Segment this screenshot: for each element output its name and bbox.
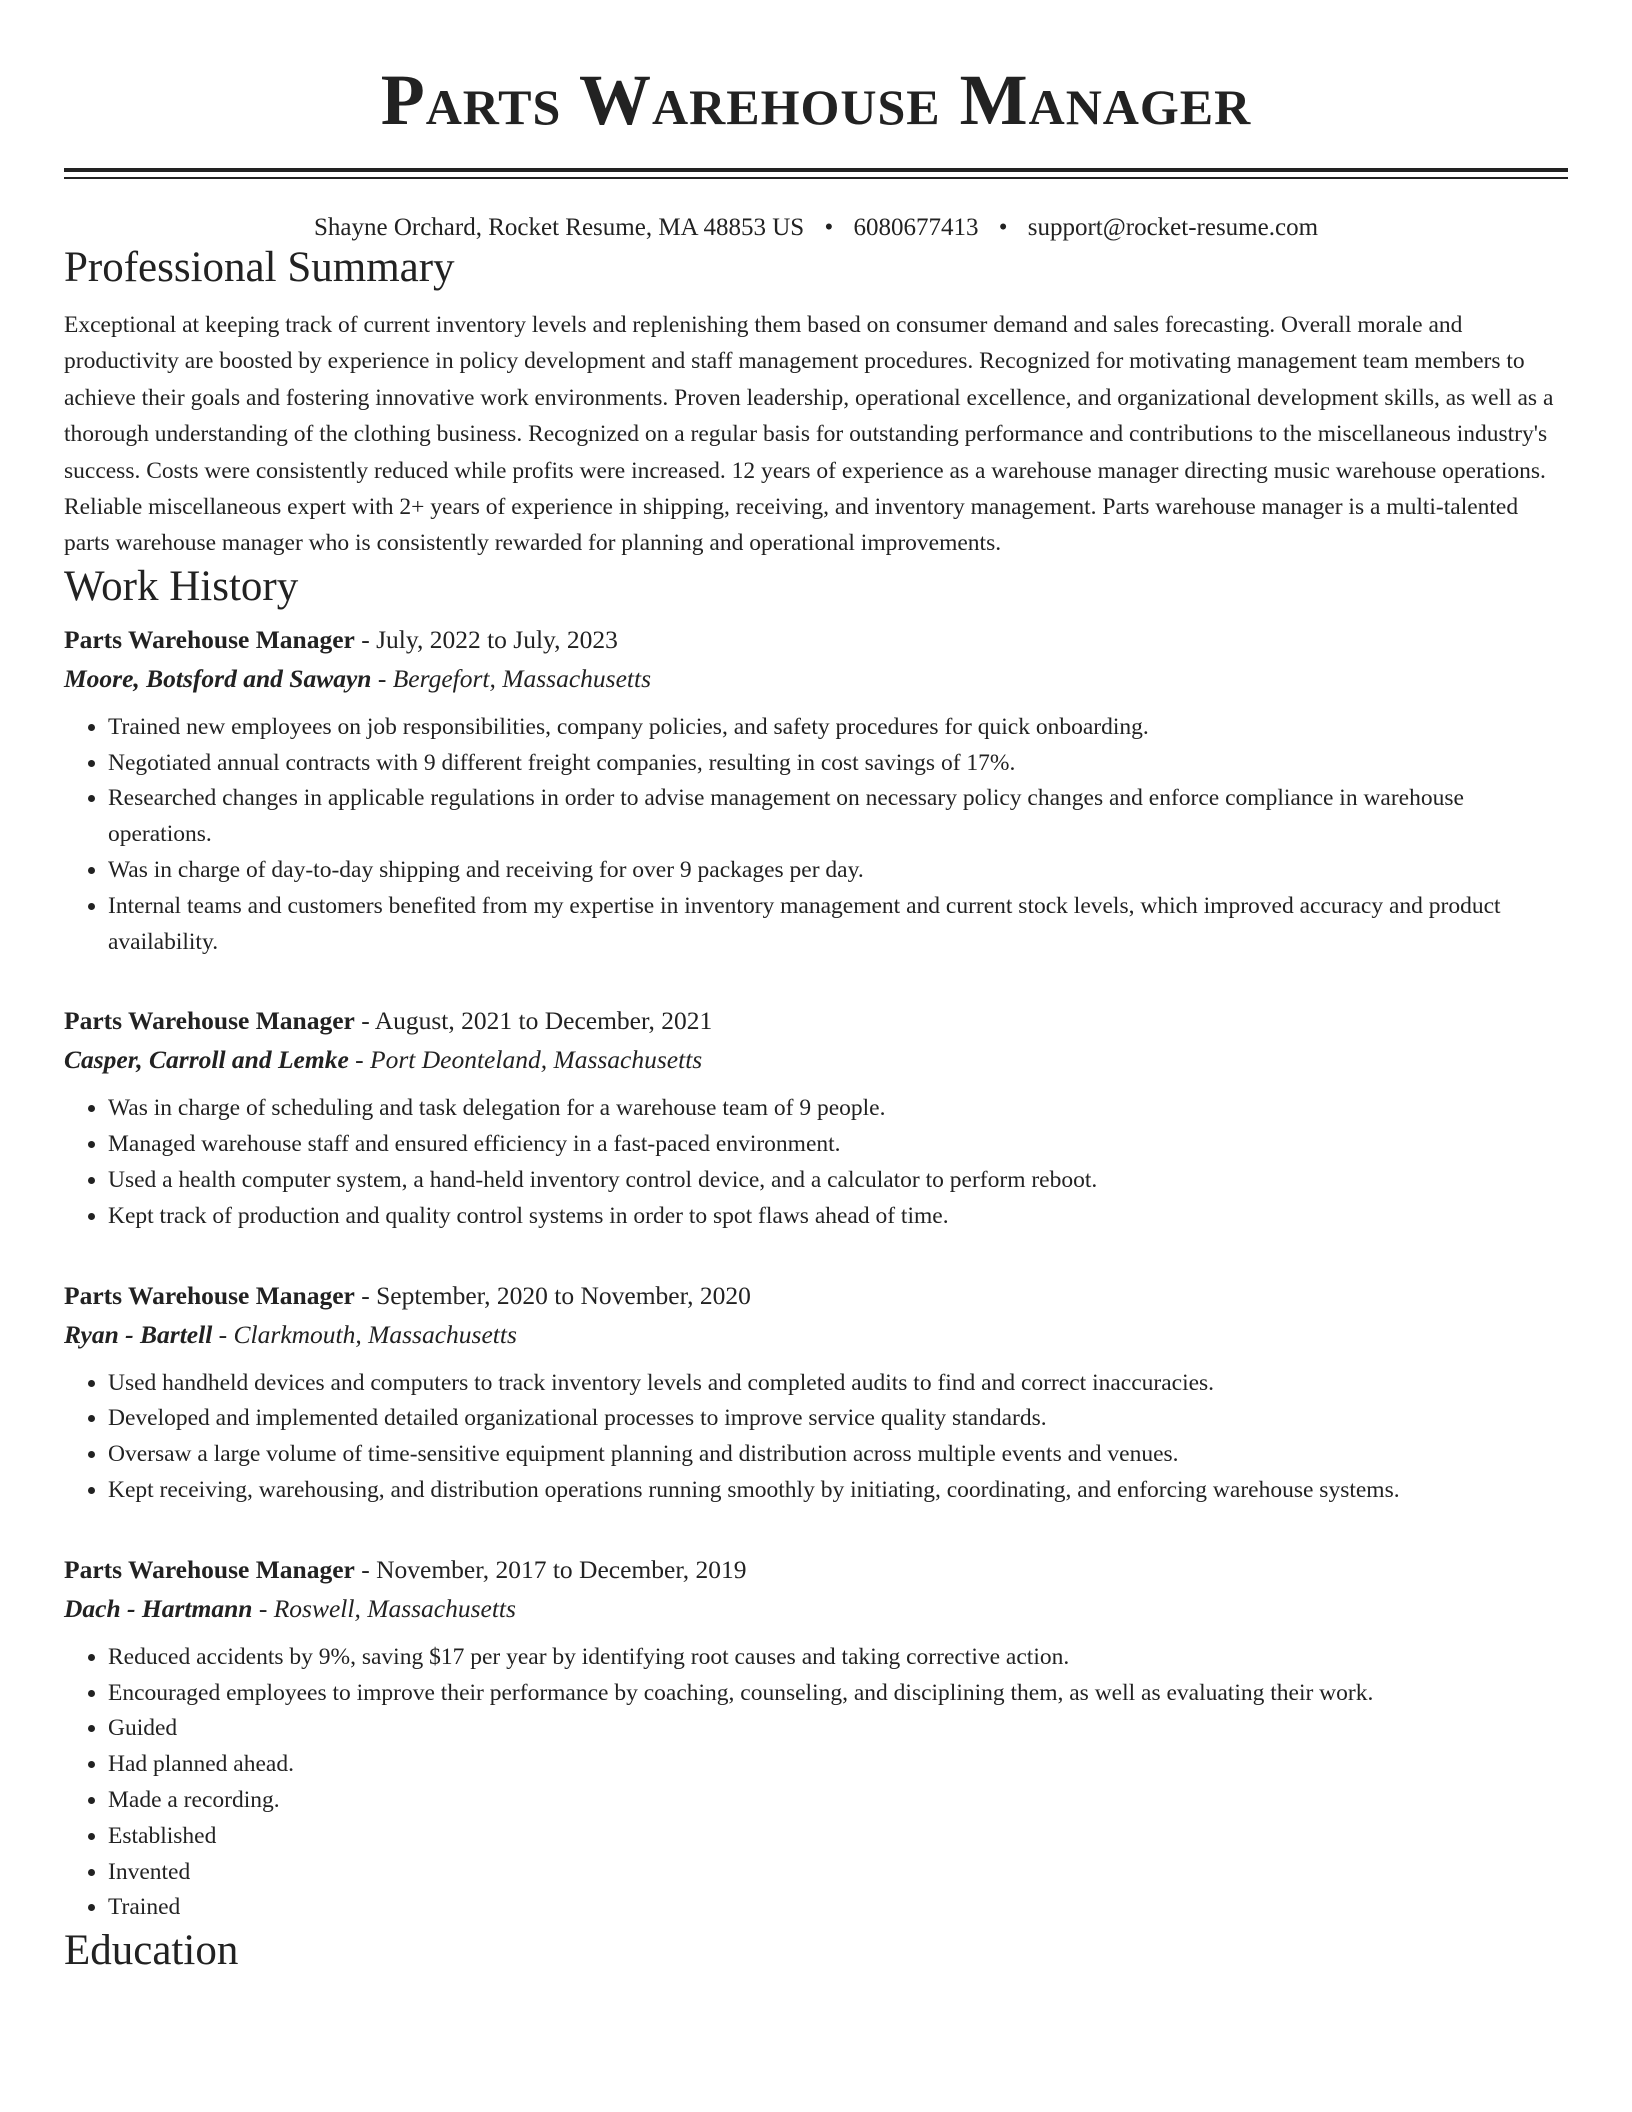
job-bullet: • Internal teams and customers benefited from my expertise in inventory management and current stock levels, which improved accuracy and product availability. (108, 889, 1568, 961)
contact-line (64, 213, 1568, 243)
job-location: Bergefort, Massachusetts (392, 663, 652, 693)
job-location: Clarkmouth, Massachusetts (233, 1319, 517, 1349)
contact-email: support@rocket-resume.com (1027, 214, 1319, 241)
job-title-line (64, 1276, 1568, 1316)
job-bullet: • Kept receiving, warehousing, and distribution operations running smoothly by initiating, coordinating, and enforcing warehouse systems. (108, 1473, 1568, 1509)
job-title-line (64, 1550, 1568, 1590)
job-bullet: • Established (108, 1819, 1568, 1855)
spacer (64, 1235, 1568, 1268)
job-bullet: • Developed and implemented detailed organizational processes to improve service quality standards. (108, 1401, 1568, 1437)
work-history-heading: Work History (64, 562, 299, 610)
job-bullet: • Trained (108, 1890, 1568, 1926)
job-company-line (64, 1316, 1568, 1354)
job-dash: - (354, 1554, 377, 1584)
job-bullet: • Guided (108, 1711, 1568, 1747)
summary-heading: Professional Summary (64, 244, 455, 291)
job-bullet: • Was in charge of day-to-day shipping and receiving for over 9 packages per day. (108, 853, 1568, 889)
contact-separator: • (998, 214, 1008, 241)
contact-address: Shayne Orchard, Rocket Resume, MA 48853 US (313, 214, 805, 241)
education-heading: Education (64, 1927, 239, 1975)
job-bullets (64, 710, 1568, 961)
spacer (64, 960, 1568, 993)
job-location: Roswell, Massachusetts (273, 1593, 516, 1623)
job-entry (64, 1276, 1568, 1509)
job-title-line (64, 620, 1568, 660)
contact-separator: • (824, 214, 834, 241)
job-bullets (64, 1640, 1568, 1926)
job-bullet: • Made a recording. (108, 1783, 1568, 1819)
job-company: Moore, Botsford and Sawayn (64, 663, 372, 693)
job-company: Casper, Carroll and Lemke (64, 1045, 349, 1075)
summary-text: Exceptional at keeping track of current inventory levels and replenishing them based on consumer demand and sales forecasting. Overall morale and productivity are boosted by experience in policy development and staff management procedures. Recognized for motivating management team members to achieve their goals and fostering innovative work environments. Proven leadership, operational excellence, and organizational development skills, as well as a thorough understanding of the clothing business. Recognized on a regular basis for outstanding performance and contributions to the miscellaneous industry's success. Costs were consistently reduced while profits were increased. 12 years of experience as a warehouse manager directing music warehouse operations. Reliable miscellaneous expert with 2+ years of experience in shipping, receiving, and inventory management. Parts warehouse manager is a multi-talented parts warehouse manager who is consistently rewarded for planning and operational improvements. (64, 312, 1554, 557)
job-dash: - (348, 1045, 371, 1075)
job-bullet: • Managed warehouse staff and ensured efficiency in a fast-paced environment. (108, 1127, 1568, 1163)
job-bullet: • Was in charge of scheduling and task delegation for a warehouse team of 9 people. (108, 1091, 1568, 1127)
job-entry (64, 1550, 1568, 1926)
job-dates: September, 2020 to November, 2020 (376, 1280, 751, 1310)
job-bullet: • Had planned ahead. (108, 1747, 1568, 1783)
job-company: Dach - Hartmann (64, 1593, 253, 1623)
job-dash: - (354, 1280, 377, 1310)
job-bullet: • Oversaw a large volume of time-sensitive equipment planning and distribution across multiple events and venues. (108, 1437, 1568, 1473)
job-company-line (64, 1590, 1568, 1628)
job-dash: - (212, 1319, 234, 1349)
job-entry (64, 1001, 1568, 1234)
job-title: Parts Warehouse Manager (64, 1280, 355, 1310)
job-dates: November, 2017 to December, 2019 (376, 1554, 747, 1584)
title-divider-thick (64, 168, 1568, 172)
job-title: Parts Warehouse Manager (64, 624, 355, 654)
job-title-line (64, 1001, 1568, 1041)
job-entry (64, 620, 1568, 961)
job-bullet: • Used a health computer system, a hand-held inventory control device, and a calculator to perform reboot. (108, 1163, 1568, 1199)
job-bullet: • Researched changes in applicable regulations in order to advise management on necessary policy changes and enforce compliance in warehouse operations. (108, 781, 1568, 853)
job-bullet: • Reduced accidents by 9%, saving $17 per year by identifying root causes and taking corrective action. (108, 1640, 1568, 1676)
job-dates: July, 2022 to July, 2023 (376, 624, 618, 654)
job-company: Ryan - Bartell (64, 1319, 213, 1349)
job-dates: August, 2021 to December, 2021 (374, 1006, 713, 1036)
spacer (64, 1509, 1568, 1542)
job-bullet: • Invented (108, 1855, 1568, 1891)
job-bullets (64, 1091, 1568, 1234)
job-bullet: • Encouraged employees to improve their performance by coaching, counseling, and disciplining them, as well as evaluating their work. (108, 1676, 1568, 1712)
job-bullet: • Trained new employees on job responsibilities, company policies, and safety procedures for quick onboarding. (108, 710, 1568, 746)
job-company-line (64, 660, 1568, 698)
title-divider-thin (64, 177, 1568, 179)
job-title: Parts Warehouse Manager (64, 1006, 355, 1036)
resume-title: Parts Warehouse Manager (380, 60, 1252, 140)
job-dash: - (354, 624, 377, 654)
job-company-line (64, 1041, 1568, 1079)
contact-phone: 6080677413 (853, 214, 979, 241)
job-bullet: • Negotiated annual contracts with 9 different freight companies, resulting in cost savings of 17%. (108, 746, 1568, 782)
job-dash: - (371, 663, 393, 693)
job-dash: - (252, 1593, 274, 1623)
job-dash: - (354, 1006, 375, 1036)
job-bullets (64, 1366, 1568, 1509)
job-title: Parts Warehouse Manager (64, 1554, 355, 1584)
job-bullet: • Kept track of production and quality control systems in order to spot flaws ahead of time. (108, 1199, 1568, 1235)
job-location: Port Deonteland, Massachusetts (370, 1045, 703, 1075)
job-bullet: • Used handheld devices and computers to track inventory levels and completed audits to find and correct inaccuracies. (108, 1366, 1568, 1402)
